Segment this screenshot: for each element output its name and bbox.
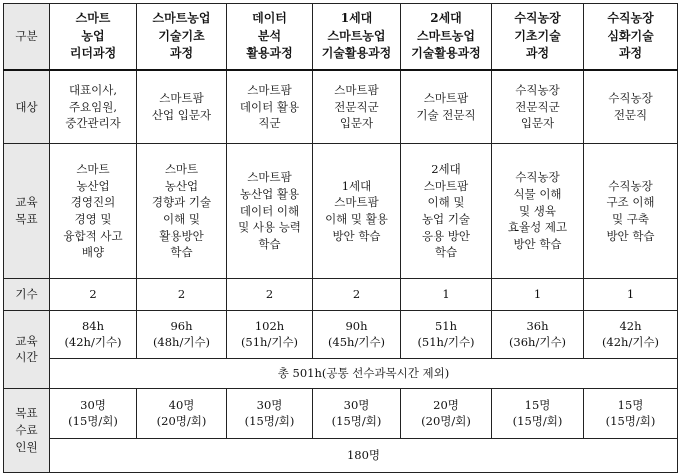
cohorts-row [4,278,678,310]
goal-cell-4: 1세대 스마트팜 이해 및 활용 방안 학습 [313,144,401,278]
trainees-cell-2: 40명 (20명/회) [137,388,227,438]
hours-cell-4: 90h (45h/기수) [313,310,401,358]
hours-cell-5: 51h (51h/기수) [401,310,492,358]
hours-cell-3: 102h (51h/기수) [227,310,313,358]
target-cell-7: 수직농장 전문직 [584,70,678,144]
row-label-trainees: 목표 수료 인원 [4,388,50,472]
header-course-6: 수직농장 기초기술 과정 [492,4,584,70]
trainees-cell-5: 20명 (20명/회) [401,388,492,438]
trainees-row [4,388,678,438]
goal-cell-1: 스마트 농산업 경영진의 경영 및 융합적 사고 배양 [50,144,137,278]
header-course-4: 1세대 스마트농업 기술활용과정 [313,4,401,70]
target-cell-3: 스마트팜 데이터 활용 직군 [227,70,313,144]
cohorts-cell-6: 1 [492,278,584,310]
hours-cell-6: 36h (36h/기수) [492,310,584,358]
header-course-3: 데이터 분석 활용과정 [227,4,313,70]
header-course-2: 스마트농업 기술기초 과정 [137,4,227,70]
header-course-1: 스마트 농업 리더과정 [50,4,137,70]
corner-label: 구분 [4,4,50,70]
row-label-hours: 교육 시간 [4,310,50,388]
header-row [4,4,678,70]
goal-cell-7: 수직농장 구조 이해 및 구축 방안 학습 [584,144,678,278]
target-cell-2: 스마트팜 산업 입문자 [137,70,227,144]
target-cell-1: 대표이사, 주요임원, 중간관리자 [50,70,137,144]
row-label-target: 대상 [4,70,50,144]
cohorts-cell-5: 1 [401,278,492,310]
goal-cell-5: 2세대 스마트팜 이해 및 농업 기술 응용 방안 학습 [401,144,492,278]
header-course-7: 수직농장 심화기술 과정 [584,4,678,70]
hours-total-row [4,358,678,388]
cohorts-cell-4: 2 [313,278,401,310]
hours-cell-2: 96h (48h/기수) [137,310,227,358]
trainees-cell-4: 30명 (15명/회) [313,388,401,438]
cohorts-cell-2: 2 [137,278,227,310]
header-course-5: 2세대 스마트농업 기술활용과정 [401,4,492,70]
target-cell-5: 스마트팜 기술 전문직 [401,70,492,144]
cohorts-cell-1: 2 [50,278,137,310]
trainees-total: 180명 [50,438,678,472]
program-table [3,3,678,473]
trainees-cell-1: 30명 (15명/회) [50,388,137,438]
goal-row [4,144,678,278]
program-table-wrapper [3,3,677,473]
cohorts-cell-3: 2 [227,278,313,310]
goal-cell-6: 수직농장 식물 이해 및 생육 효율성 제고 방안 학습 [492,144,584,278]
target-cell-4: 스마트팜 전문직군 입문자 [313,70,401,144]
trainees-cell-7: 15명 (15명/회) [584,388,678,438]
target-cell-6: 수직농장 전문직군 입문자 [492,70,584,144]
trainees-cell-3: 30명 (15명/회) [227,388,313,438]
target-row [4,70,678,144]
trainees-total-row [4,438,678,472]
goal-cell-3: 스마트팜 농산업 활용 데이터 이해 및 사용 능력 학습 [227,144,313,278]
hours-cell-1: 84h (42h/기수) [50,310,137,358]
goal-cell-2: 스마트 농산업 경향과 기술 이해 및 활용방안 학습 [137,144,227,278]
row-label-goal: 교육 목표 [4,144,50,278]
row-label-cohorts: 기수 [4,278,50,310]
trainees-cell-6: 15명 (15명/회) [492,388,584,438]
hours-total: 총 501h(공통 선수과목시간 제외) [50,358,678,388]
cohorts-cell-7: 1 [584,278,678,310]
hours-row [4,310,678,358]
hours-cell-7: 42h (42h/기수) [584,310,678,358]
